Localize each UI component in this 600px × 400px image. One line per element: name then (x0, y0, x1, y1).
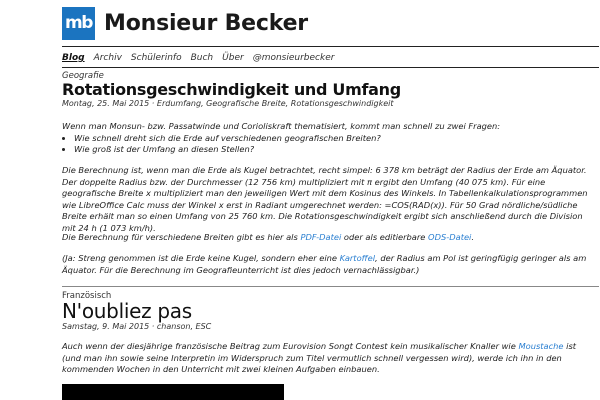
nav-blog[interactable]: Blog (62, 53, 85, 63)
list-item: • Wie schnell dreht sich die Erde auf verschiedenen geografischen Breiten? (74, 133, 597, 145)
nav-divider (62, 67, 599, 68)
nav-ueber[interactable]: Über (222, 53, 244, 63)
nav-schuelerinfo[interactable]: Schülerinfo (130, 53, 182, 63)
site-logo[interactable]: mb (62, 7, 95, 40)
post-category[interactable]: Französisch (62, 291, 112, 301)
intro-text: Wenn man Monsun- bzw. Passatwinde und Corioliskraft thematisiert, kommt man schnell zu zwei Fragen: (62, 121, 501, 131)
download-line (62, 232, 597, 244)
site-title[interactable]: Monsieur Becker (104, 10, 308, 36)
post-category[interactable]: Geografie (62, 71, 104, 81)
nav-archiv[interactable]: Archiv (93, 53, 122, 63)
pdf-link[interactable]: PDF-Datei (300, 232, 342, 242)
list-item: • Wie groß ist der Umfang an diesen Stellen? (74, 144, 597, 156)
download-text: oder als editierbare (341, 232, 429, 242)
main-nav (62, 53, 343, 63)
download-text: . (471, 232, 475, 242)
post-title[interactable]: Rotationsgeschwindigkeit und Umfang (62, 80, 401, 99)
post-title[interactable]: N'oubliez pas (62, 299, 192, 323)
post-text: ist (und man ihn sowie seine Interpretin im Widerspruch zum Titel vermutlich schnell vergessen wird), werde ich ihn in den kommenden Wochen in den Unterricht mit zwei kleinen Aufgaben einbauen. (62, 341, 577, 375)
post-intro (62, 121, 597, 156)
post-paragraph: Die Berechnung ist, wenn man die Erde als Kugel betrachtet, recht simpel: 6 378 km beträgt der Radius der Erde am Äquator. Der doppelte Radius bzw. der Durchmesser (12 756 km) multipliziert mit π ergibt den Umfang (40 075 km). Für eine geografische Breite x multipliziert man den jeweiligen Wert mit dem Kosinus des Winkels. In Tabellenkalkulationsprogrammen wie LibreOffice Calc muss der Winkel x erst in Radiant umgerechnet werden: =COS(RAD(x)). Für 50 Grad nördliche/südliche Breite erhält man so einen Umfang von 25 760 km. Die Rotationsgeschwindigkeit ergibt sich anschließend durch die Division mit 24 h (1 073 km/h). (62, 165, 588, 233)
header-divider (62, 46, 599, 47)
post-meta: Montag, 25. Mai 2015 · Erdumfang, Geografische Breite, Rotationsgeschwindigkeit (62, 99, 394, 108)
post-text: Auch wenn der diesjährige französische Beitrag zum Eurovision Songt Contest kein musikalischer Knaller wie (62, 341, 519, 351)
post-divider (62, 286, 599, 287)
note-text: , der Radius am Pol ist geringfügig geringer als am Äquator. Für die Berechnung im Geografieunterricht ist dies jedoch vernachlässigbar.) (62, 253, 587, 275)
kartoffel-link[interactable]: Kartoffel (339, 253, 376, 263)
post-header (62, 291, 592, 331)
post-meta: Samstag, 9. Mai 2015 · chanson, ESC (62, 322, 212, 331)
question-list (62, 133, 597, 156)
note-text: (Ja: Streng genommen ist die Erde keine Kugel, sondern eher eine (62, 253, 340, 263)
nav-buch[interactable]: Buch (190, 53, 214, 63)
embedded-video[interactable] (62, 384, 284, 400)
site-header (62, 6, 308, 40)
note-paragraph (62, 253, 597, 276)
post-paragraph (62, 341, 597, 376)
post-header (62, 71, 592, 108)
nav-twitter[interactable]: @monsieurbecker (252, 53, 335, 63)
download-text: Die Berechnung für verschiedene Breiten gibt es hier als (62, 232, 301, 242)
moustache-link[interactable]: Moustache (518, 341, 564, 351)
ods-link[interactable]: ODS-Datei (428, 232, 472, 242)
